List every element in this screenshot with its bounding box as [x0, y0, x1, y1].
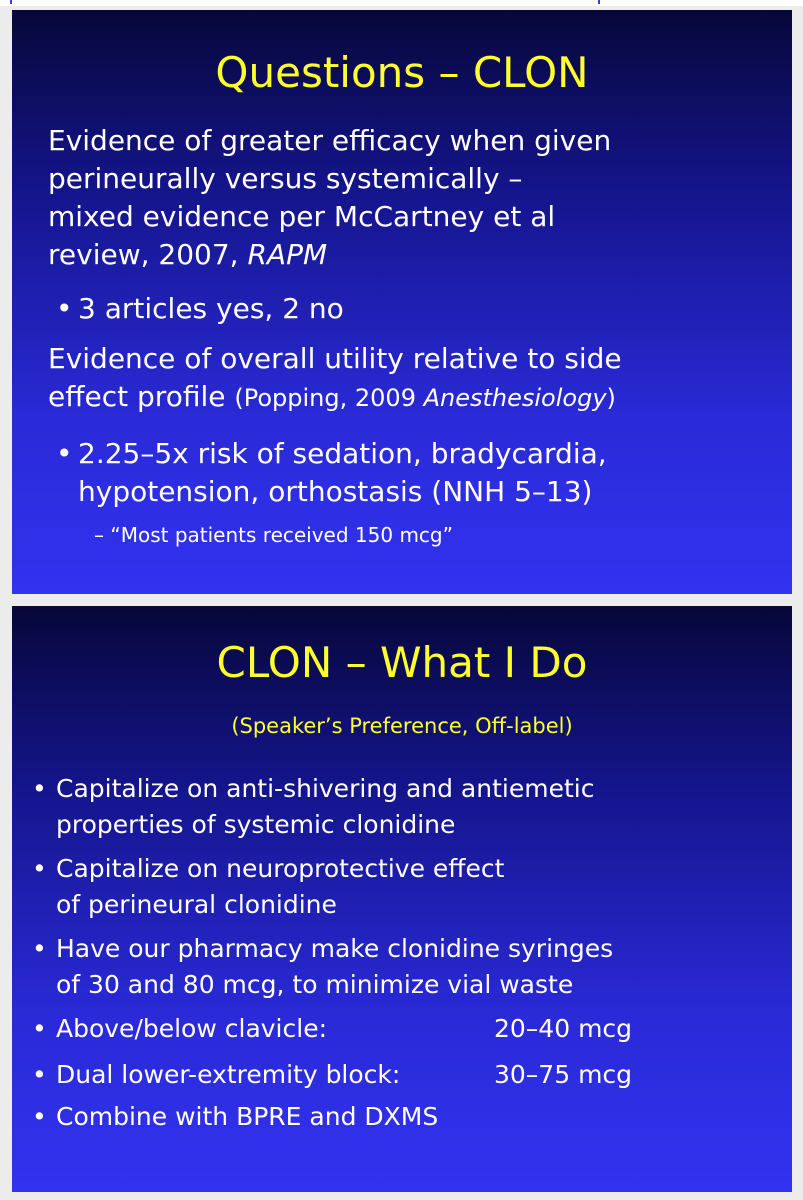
sub-bullet-dose: – “Most patients received 150 mcg” [94, 523, 453, 547]
slide-clon-what-i-do [12, 606, 792, 1192]
slide-questions-clon [12, 10, 792, 594]
bullet-risk-line-1: 2.25–5x risk of sedation, bradycardia, [78, 437, 607, 470]
slide-subtitle: (Speaker’s Preference, Off-label) [231, 714, 573, 738]
strip-edge-mark-right [598, 0, 600, 4]
bullet-dot: • [56, 437, 73, 470]
strip-edge-mark-left [10, 0, 12, 4]
bullet-dot: • [56, 292, 73, 325]
journal-rapm: RAPM [247, 238, 328, 271]
citation-close: ) [606, 384, 616, 412]
bullet-neuroprotective-line-1: Capitalize on neuroprotective effect [56, 854, 505, 883]
paragraph-utility-text: effect profile [48, 380, 235, 413]
bullet-dual-block-dose: 30–75 mcg [494, 1060, 633, 1089]
bullet-pharmacy-line-1: Have our pharmacy make clonidine syringes [56, 934, 614, 963]
paragraph-utility-line-2 [48, 378, 616, 417]
bullet-dot: • [32, 1014, 47, 1043]
bullet-pharmacy-line-2: of 30 and 80 mcg, to minimize vial waste [56, 970, 574, 999]
paragraph-efficacy-line-1: Evidence of greater efficacy when given [48, 124, 612, 157]
citation-popping [234, 384, 616, 412]
journal-anesthesiology: Anesthesiology [423, 384, 607, 412]
bullet-risk-line-2: hypotension, orthostasis (NNH 5–13) [78, 475, 593, 508]
bullet-clavicle-dose: 20–40 mcg [494, 1014, 633, 1043]
bullet-dual-block-label: Dual lower-extremity block: [56, 1060, 401, 1089]
bullet-combine: Combine with BPRE and DXMS [56, 1102, 439, 1131]
bullet-dot: • [32, 774, 47, 803]
citation-open: (Popping, 2009 [234, 384, 424, 412]
bullet-dot: • [32, 1102, 47, 1131]
paragraph-efficacy-text: review, 2007, [48, 238, 248, 271]
paragraph-utility-line-1: Evidence of overall utility relative to side [48, 342, 622, 375]
bullet-antishivering-line-2: properties of systemic clonidine [56, 810, 456, 839]
slide-title: Questions – CLON [215, 48, 589, 97]
bullet-dot: • [32, 1060, 47, 1089]
top-strip [0, 0, 803, 6]
bullet-dot: • [32, 854, 47, 883]
bullet-antishivering-line-1: Capitalize on anti-shivering and antiemetic [56, 774, 595, 803]
bullet-neuroprotective-line-2: of perineural clonidine [56, 890, 337, 919]
paragraph-efficacy-line-3: mixed evidence per McCartney et al [48, 200, 556, 233]
slide-title: CLON – What I Do [216, 638, 588, 687]
bullet-dot: • [32, 934, 47, 963]
bullet-clavicle-label: Above/below clavicle: [56, 1014, 327, 1043]
paragraph-efficacy-line-4 [48, 236, 327, 274]
paragraph-efficacy-line-2: perineurally versus systemically – [48, 162, 523, 195]
bullet-articles: 3 articles yes, 2 no [78, 292, 344, 325]
